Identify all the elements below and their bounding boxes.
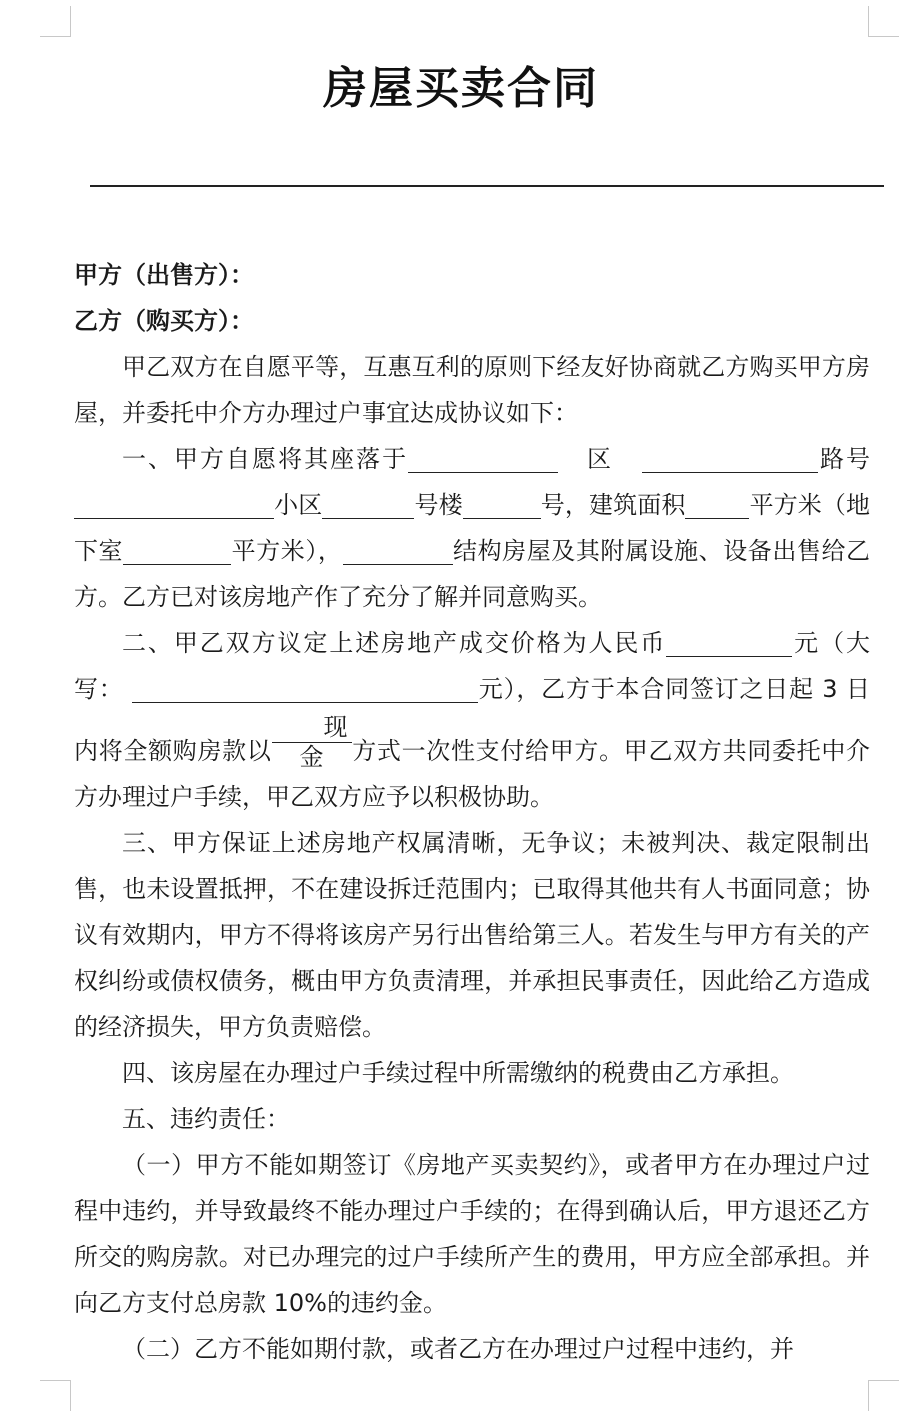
clause-1-text-4: 小区 (274, 491, 323, 519)
clause-1-text-7: 平方米（地下室 (74, 491, 871, 565)
title-underline (90, 185, 884, 187)
clause-5-2: （二）乙方不能如期付款，或者乙方在办理过户过程中违约，并 (122, 1335, 794, 1363)
clause-1-text-3: 路号 (817, 445, 871, 473)
page-corner-mark-bottom-right (868, 1380, 899, 1411)
structure-type-blank (343, 534, 453, 565)
clause-4: 四、该房屋在办理过户手续过程中所需缴纳的税费由乙方承担。 (122, 1059, 794, 1087)
district-blank (408, 442, 558, 473)
clause-3: 三、甲方保证上述房地产权属清晰，无争议；未被判决、裁定限制出售，也未设置抵押，不在建设拆迁范围内；已取得其他共有人书面同意；协议有效期内，甲方不得将该房产另行出售给第三人。若发生与甲方有关的产权纠纷或债权债务，概由甲方负责清理，并承担民事责任，因此给乙方造成的经济损失，甲方负责赔偿。 (74, 829, 870, 1041)
clause-1-text-8: 平方米）， (231, 537, 343, 565)
clause-1 (74, 436, 870, 620)
party-a-line: 甲方（出售方）： (74, 261, 254, 289)
intro-paragraph: 甲乙双方在自愿平等，互惠互利的原则下经友好协商就乙方购买甲方房屋，并委托中介方办理过户事宜达成协议如下： (74, 353, 870, 427)
price-blank (666, 626, 792, 657)
price-in-words-blank (132, 672, 478, 703)
clause-1-text-9: 结构房屋及其附属设施、设备出售给乙方。乙方已对该房地产作了充分了解并同意购买。 (74, 537, 871, 611)
unit-number-blank (463, 488, 541, 519)
basement-area-blank (123, 534, 231, 565)
clause-5-heading: 五、违约责任： (122, 1105, 290, 1133)
floor-area-blank (685, 488, 749, 519)
clause-1-text-2: 区 (587, 445, 614, 473)
clause-1-text-1: 一、甲方自愿将其座落于 (122, 445, 409, 473)
page-corner-mark-top-right (868, 6, 899, 37)
contract-body (74, 252, 870, 1372)
payment-method-blank: 现金 (272, 712, 352, 743)
document-title: 房屋买卖合同 (323, 63, 599, 114)
page-corner-mark-top-left (40, 6, 71, 37)
clause-2-text-3: 元），乙方于本合同签订之日起 3 日内将全额购房款以 (74, 675, 870, 765)
clause-5-1: （一）甲方不能如期签订《房地产买卖契约》，或者甲方在办理过户过程中违约，并导致最终不能办理过户手续的；在得到确认后，甲方退还乙方所交的购房款。对已办理完的过户手续所产生的费用，甲方应全部承担。并向乙方支付总房款 10%的违约金。 (74, 1151, 870, 1317)
clause-2-text-1: 二、甲乙双方议定上述房地产成交价格为人民币 (122, 629, 667, 657)
party-b-line: 乙方（购买方）： (74, 307, 254, 335)
clause-1-text-5: 号楼 (414, 491, 463, 519)
clause-1-text-6: 号，建筑面积 (540, 491, 686, 519)
road-number-blank (74, 488, 274, 519)
clause-2 (74, 620, 870, 820)
clause-2-text-4: 方式一次性支付给甲方。甲乙双方共同委托中介方办理过户手续，甲乙双方应予以积极协助。 (74, 737, 871, 811)
building-blank (322, 488, 414, 519)
road-blank (642, 442, 818, 473)
clause-2-text-2: 元（大写： (74, 629, 870, 703)
page-corner-mark-bottom-left (40, 1380, 71, 1411)
